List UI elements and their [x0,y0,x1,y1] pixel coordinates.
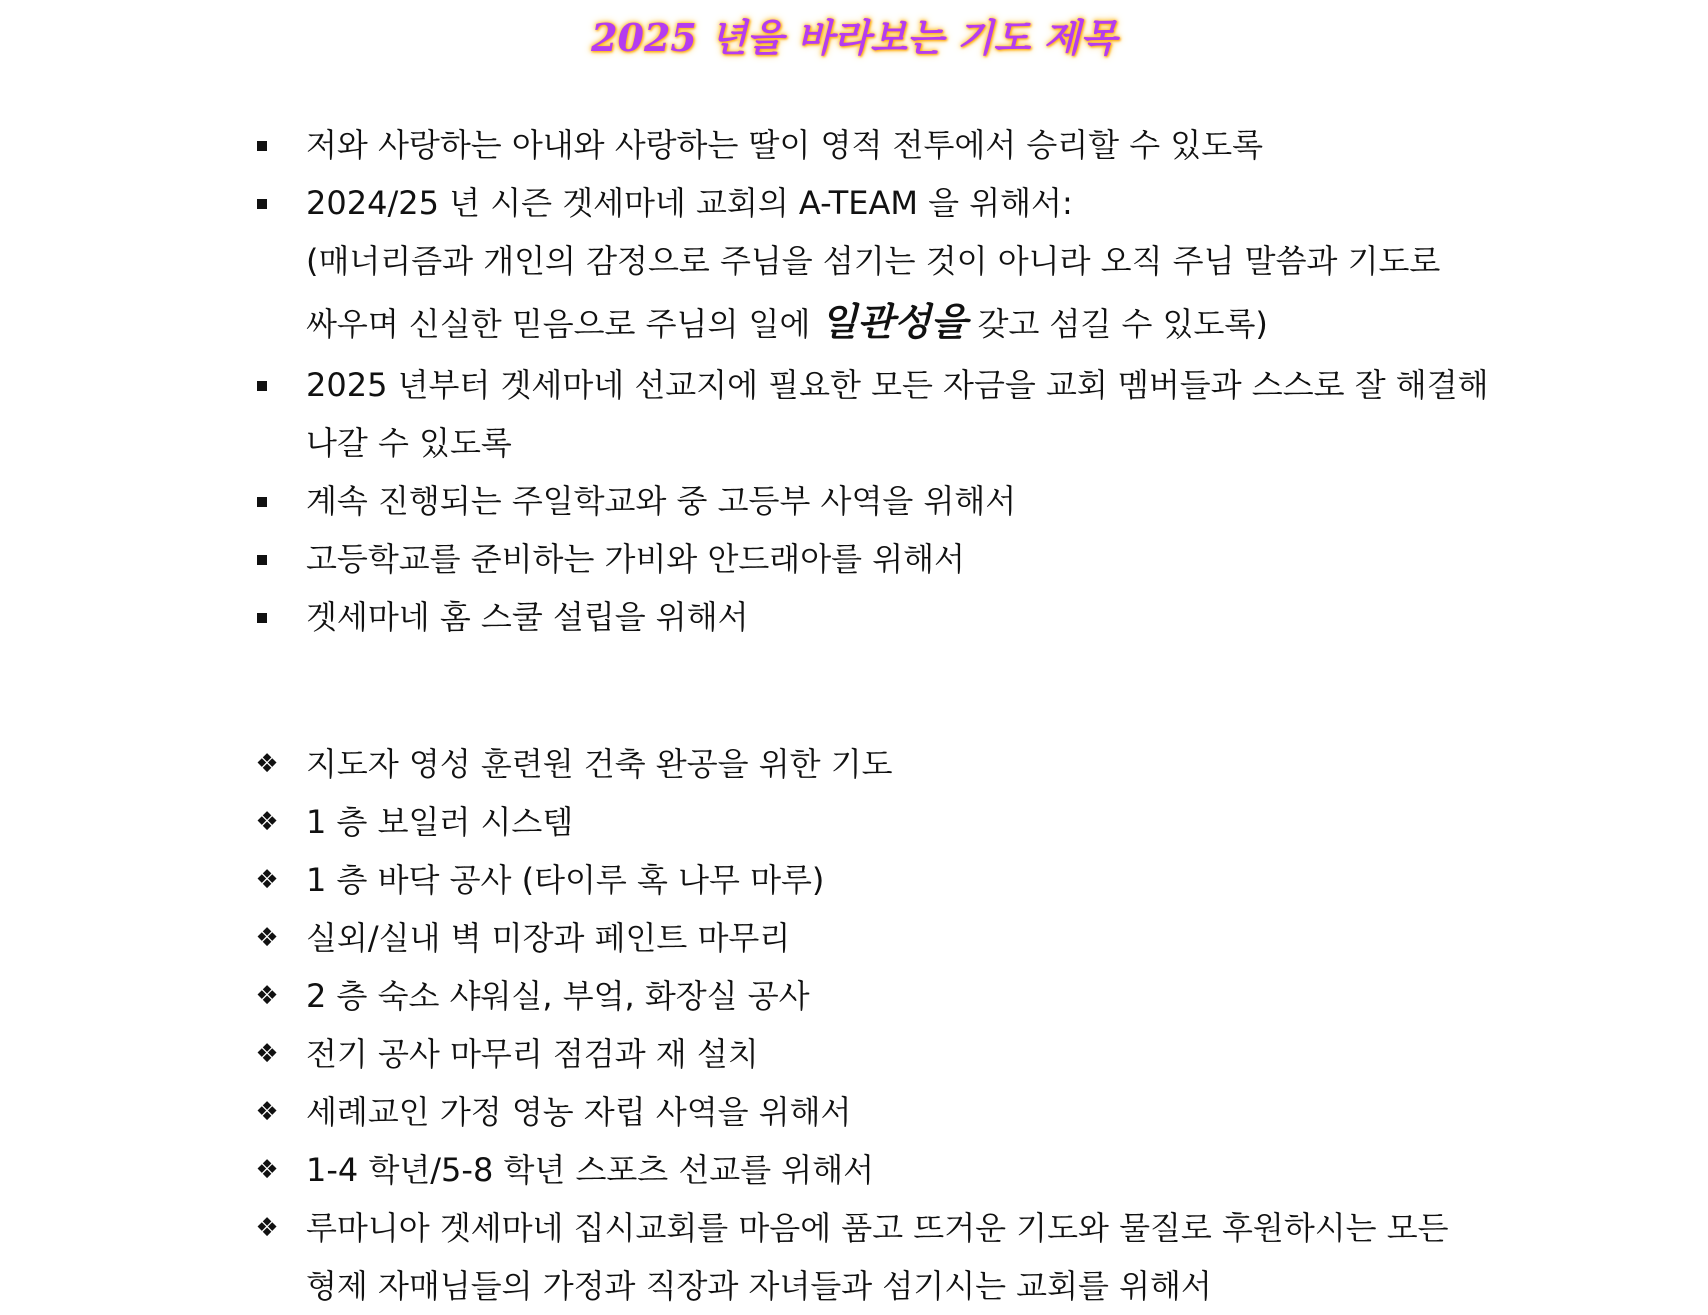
diamond-bullet-icon: ❖ [255,749,279,779]
list-item [252,909,1542,967]
item-text-line: (매너리즘과 개인의 감정으로 주님을 섬기는 것이 아니라 오직 주님 말씀과 기도로 [306,242,1441,280]
list-item [252,356,1542,472]
square-bullet-icon [257,497,267,507]
list-item [252,851,1542,909]
diamond-bullet-icon: ❖ [255,1097,279,1127]
item-text-line: 루마니아 겟세마네 집시교회를 마음에 품고 뜨거운 기도와 물질로 후원하시는 모든 [306,1209,1449,1247]
item-text-line: 2024/25 년 시즌 겟세마네 교회의 A-TEAM 을 위해서: [306,184,1073,222]
list-item [252,1025,1542,1083]
list-item [252,967,1542,1025]
diamond-bullet-icon: ❖ [255,981,279,1011]
list-item [252,116,1542,174]
list-item [252,588,1542,646]
item-text: 1 층 보일러 시스템 [306,803,574,841]
square-bullet-icon [257,141,267,151]
item-text: 2 층 숙소 샤워실, 부엌, 화장실 공사 [306,977,810,1015]
prayer-list-ministry [252,735,1542,1315]
prayer-list-personal [252,116,1542,646]
list-item [252,174,1542,356]
item-text: 1 층 바닥 공사 (타이루 혹 나무 마루) [306,861,825,899]
list-item [252,735,1542,793]
diamond-bullet-icon: ❖ [255,1039,279,1069]
diamond-bullet-icon: ❖ [255,865,279,895]
item-text-line: 형제 자매님들의 가정과 직장과 자녀들과 섬기시는 교회를 위해서 [306,1267,1212,1305]
list-item [252,1141,1542,1199]
square-bullet-icon [257,199,267,209]
item-text-line: 나갈 수 있도록 [306,424,512,462]
item-text: 실외/실내 벽 미장과 페인트 마무리 [306,919,791,957]
item-text: 세례교인 가정 영농 자립 사역을 위해서 [306,1093,852,1131]
square-bullet-icon [257,381,267,391]
item-text-line: 2025 년부터 겟세마네 선교지에 필요한 모든 자금을 교회 멤버들과 스스로 잘 해결해 [306,366,1489,404]
item-text-line [306,290,1542,356]
list-item [252,1199,1542,1315]
list-item [252,530,1542,588]
item-text: 저와 사랑하는 아내와 사랑하는 딸이 영적 전투에서 승리할 수 있도록 [306,126,1264,164]
item-text: 고등학교를 준비하는 가비와 안드래아를 위해서 [306,540,965,578]
item-text: 계속 진행되는 주일학교와 중 고등부 사역을 위해서 [306,482,1017,520]
item-text: 1-4 학년/5-8 학년 스포츠 선교를 위해서 [306,1151,875,1189]
diamond-bullet-icon: ❖ [255,1155,279,1185]
diamond-bullet-icon: ❖ [255,1213,279,1243]
item-text-segment: 싸우며 신실한 믿음으로 주님의 일에 [306,305,821,343]
square-bullet-icon [257,555,267,565]
item-text: 전기 공사 마무리 점검과 재 설치 [306,1035,759,1073]
square-bullet-icon [257,613,267,623]
page-title: 2025 년을 바라보는 기도 제목 [591,15,1117,60]
list-item [252,1083,1542,1141]
item-text-segment: 갖고 섬길 수 있도록) [967,305,1268,343]
item-text: 지도자 영성 훈련원 건축 완공을 위한 기도 [306,745,893,783]
list-item [252,472,1542,530]
emphasized-word: 일관성을 [820,300,968,344]
item-text: 겟세마네 홈 스쿨 설립을 위해서 [306,598,749,636]
diamond-bullet-icon: ❖ [255,807,279,837]
list-item [252,793,1542,851]
diamond-bullet-icon: ❖ [255,923,279,953]
